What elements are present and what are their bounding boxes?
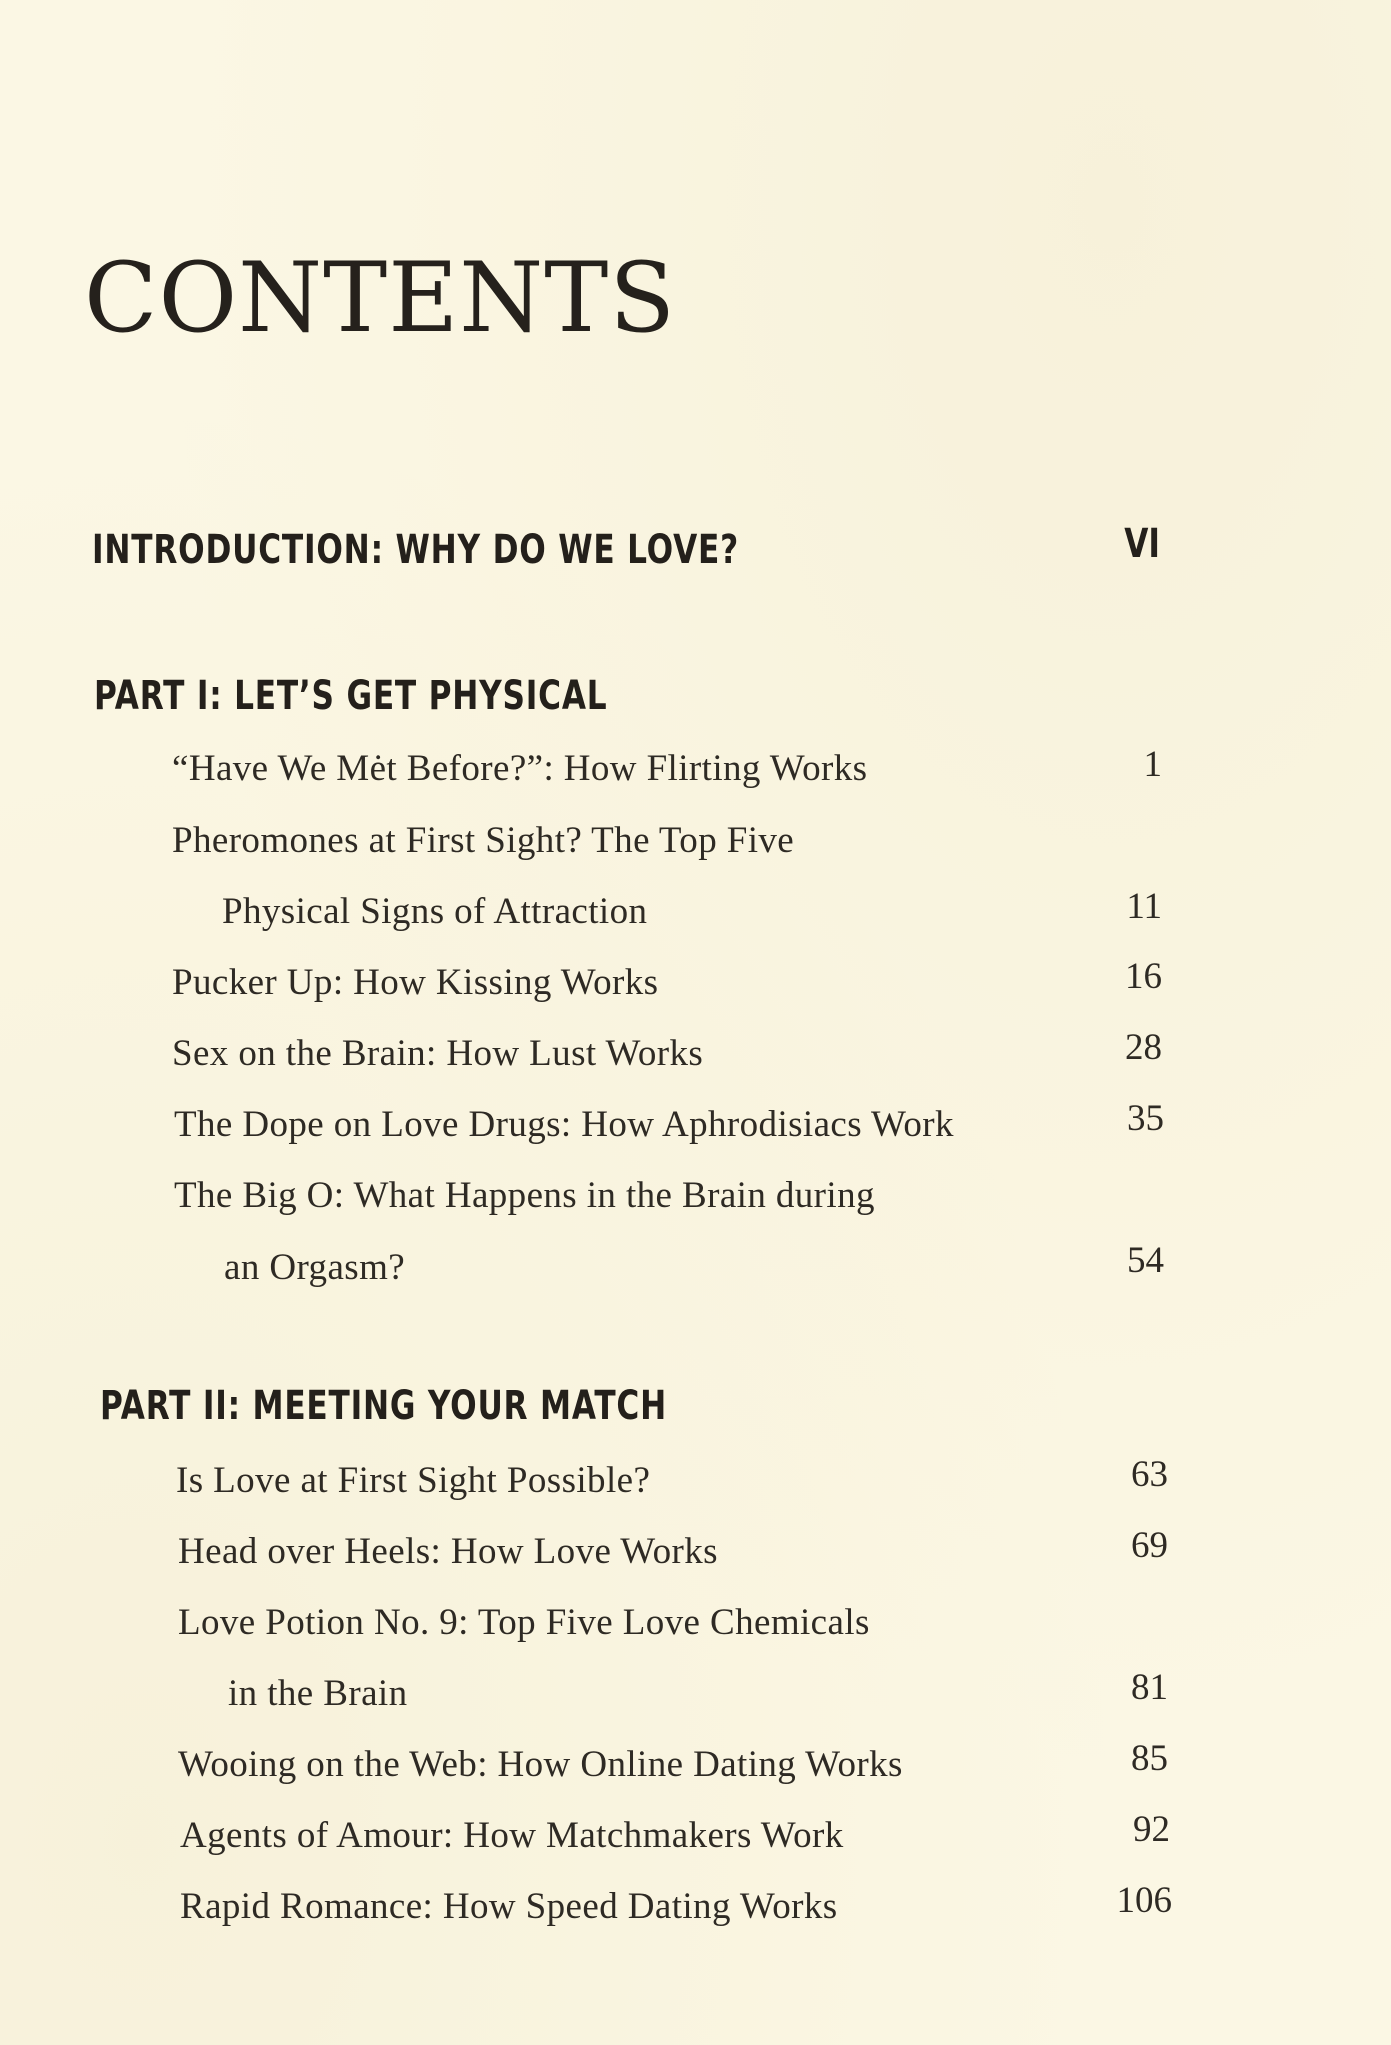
toc-page-speed-dating: 106 <box>1116 1880 1172 1921</box>
toc-page-love-potion: 81 <box>1131 1667 1168 1708</box>
toc-entry-pheromones-line2: Physical Signs of Attraction <box>222 891 648 932</box>
toc-page-lust: 28 <box>1125 1027 1162 1068</box>
part-1-heading: PART I: LET’S GET PHYSICAL <box>94 673 608 719</box>
toc-page-kissing: 16 <box>1125 956 1162 997</box>
toc-entry-head-over-heels: Head over Heels: How Love Works <box>178 1531 718 1572</box>
toc-entry-speed-dating: Rapid Romance: How Speed Dating Works <box>180 1886 838 1927</box>
toc-entry-pheromones-line1: Pheromones at First Sight? The Top Five <box>172 820 795 861</box>
introduction-page-number: VI <box>1124 521 1160 567</box>
toc-entry-love-potion-line1: Love Potion No. 9: Top Five Love Chemicals <box>178 1602 870 1643</box>
toc-page-aphrodisiacs: 35 <box>1127 1098 1164 1139</box>
toc-entry-first-sight: Is Love at First Sight Possible? <box>176 1460 651 1501</box>
toc-entry-aphrodisiacs: The Dope on Love Drugs: How Aphrodisiacs Work <box>174 1104 954 1145</box>
page-title: CONTENTS <box>84 242 677 354</box>
part-2-heading: PART II: MEETING YOUR MATCH <box>100 1383 667 1429</box>
toc-page-matchmakers: 92 <box>1133 1809 1170 1850</box>
toc-page-pheromones: 11 <box>1126 886 1162 927</box>
toc-page-online-dating: 85 <box>1131 1738 1168 1779</box>
toc-entry-kissing: Pucker Up: How Kissing Works <box>172 962 659 1003</box>
toc-entry-online-dating: Wooing on the Web: How Online Dating Works <box>178 1744 903 1785</box>
toc-page-big-o: 54 <box>1127 1240 1164 1281</box>
toc-page-head-over-heels: 69 <box>1131 1525 1168 1566</box>
toc-entry-matchmakers: Agents of Amour: How Matchmakers Work <box>180 1815 844 1856</box>
toc-entry-flirting: “Have We Mėt Before?”: How Flirting Works <box>172 748 868 789</box>
introduction-heading: INTRODUCTION: WHY DO WE LOVE? <box>92 527 740 573</box>
toc-entry-big-o-line2: an Orgasm? <box>224 1247 406 1288</box>
toc-entry-lust: Sex on the Brain: How Lust Works <box>172 1033 704 1074</box>
toc-entry-big-o-line1: The Big O: What Happens in the Brain during <box>174 1175 875 1216</box>
toc-page-first-sight: 63 <box>1131 1454 1168 1495</box>
toc-entry-love-potion-line2: in the Brain <box>228 1673 408 1714</box>
toc-page-flirting: 1 <box>1143 744 1162 785</box>
